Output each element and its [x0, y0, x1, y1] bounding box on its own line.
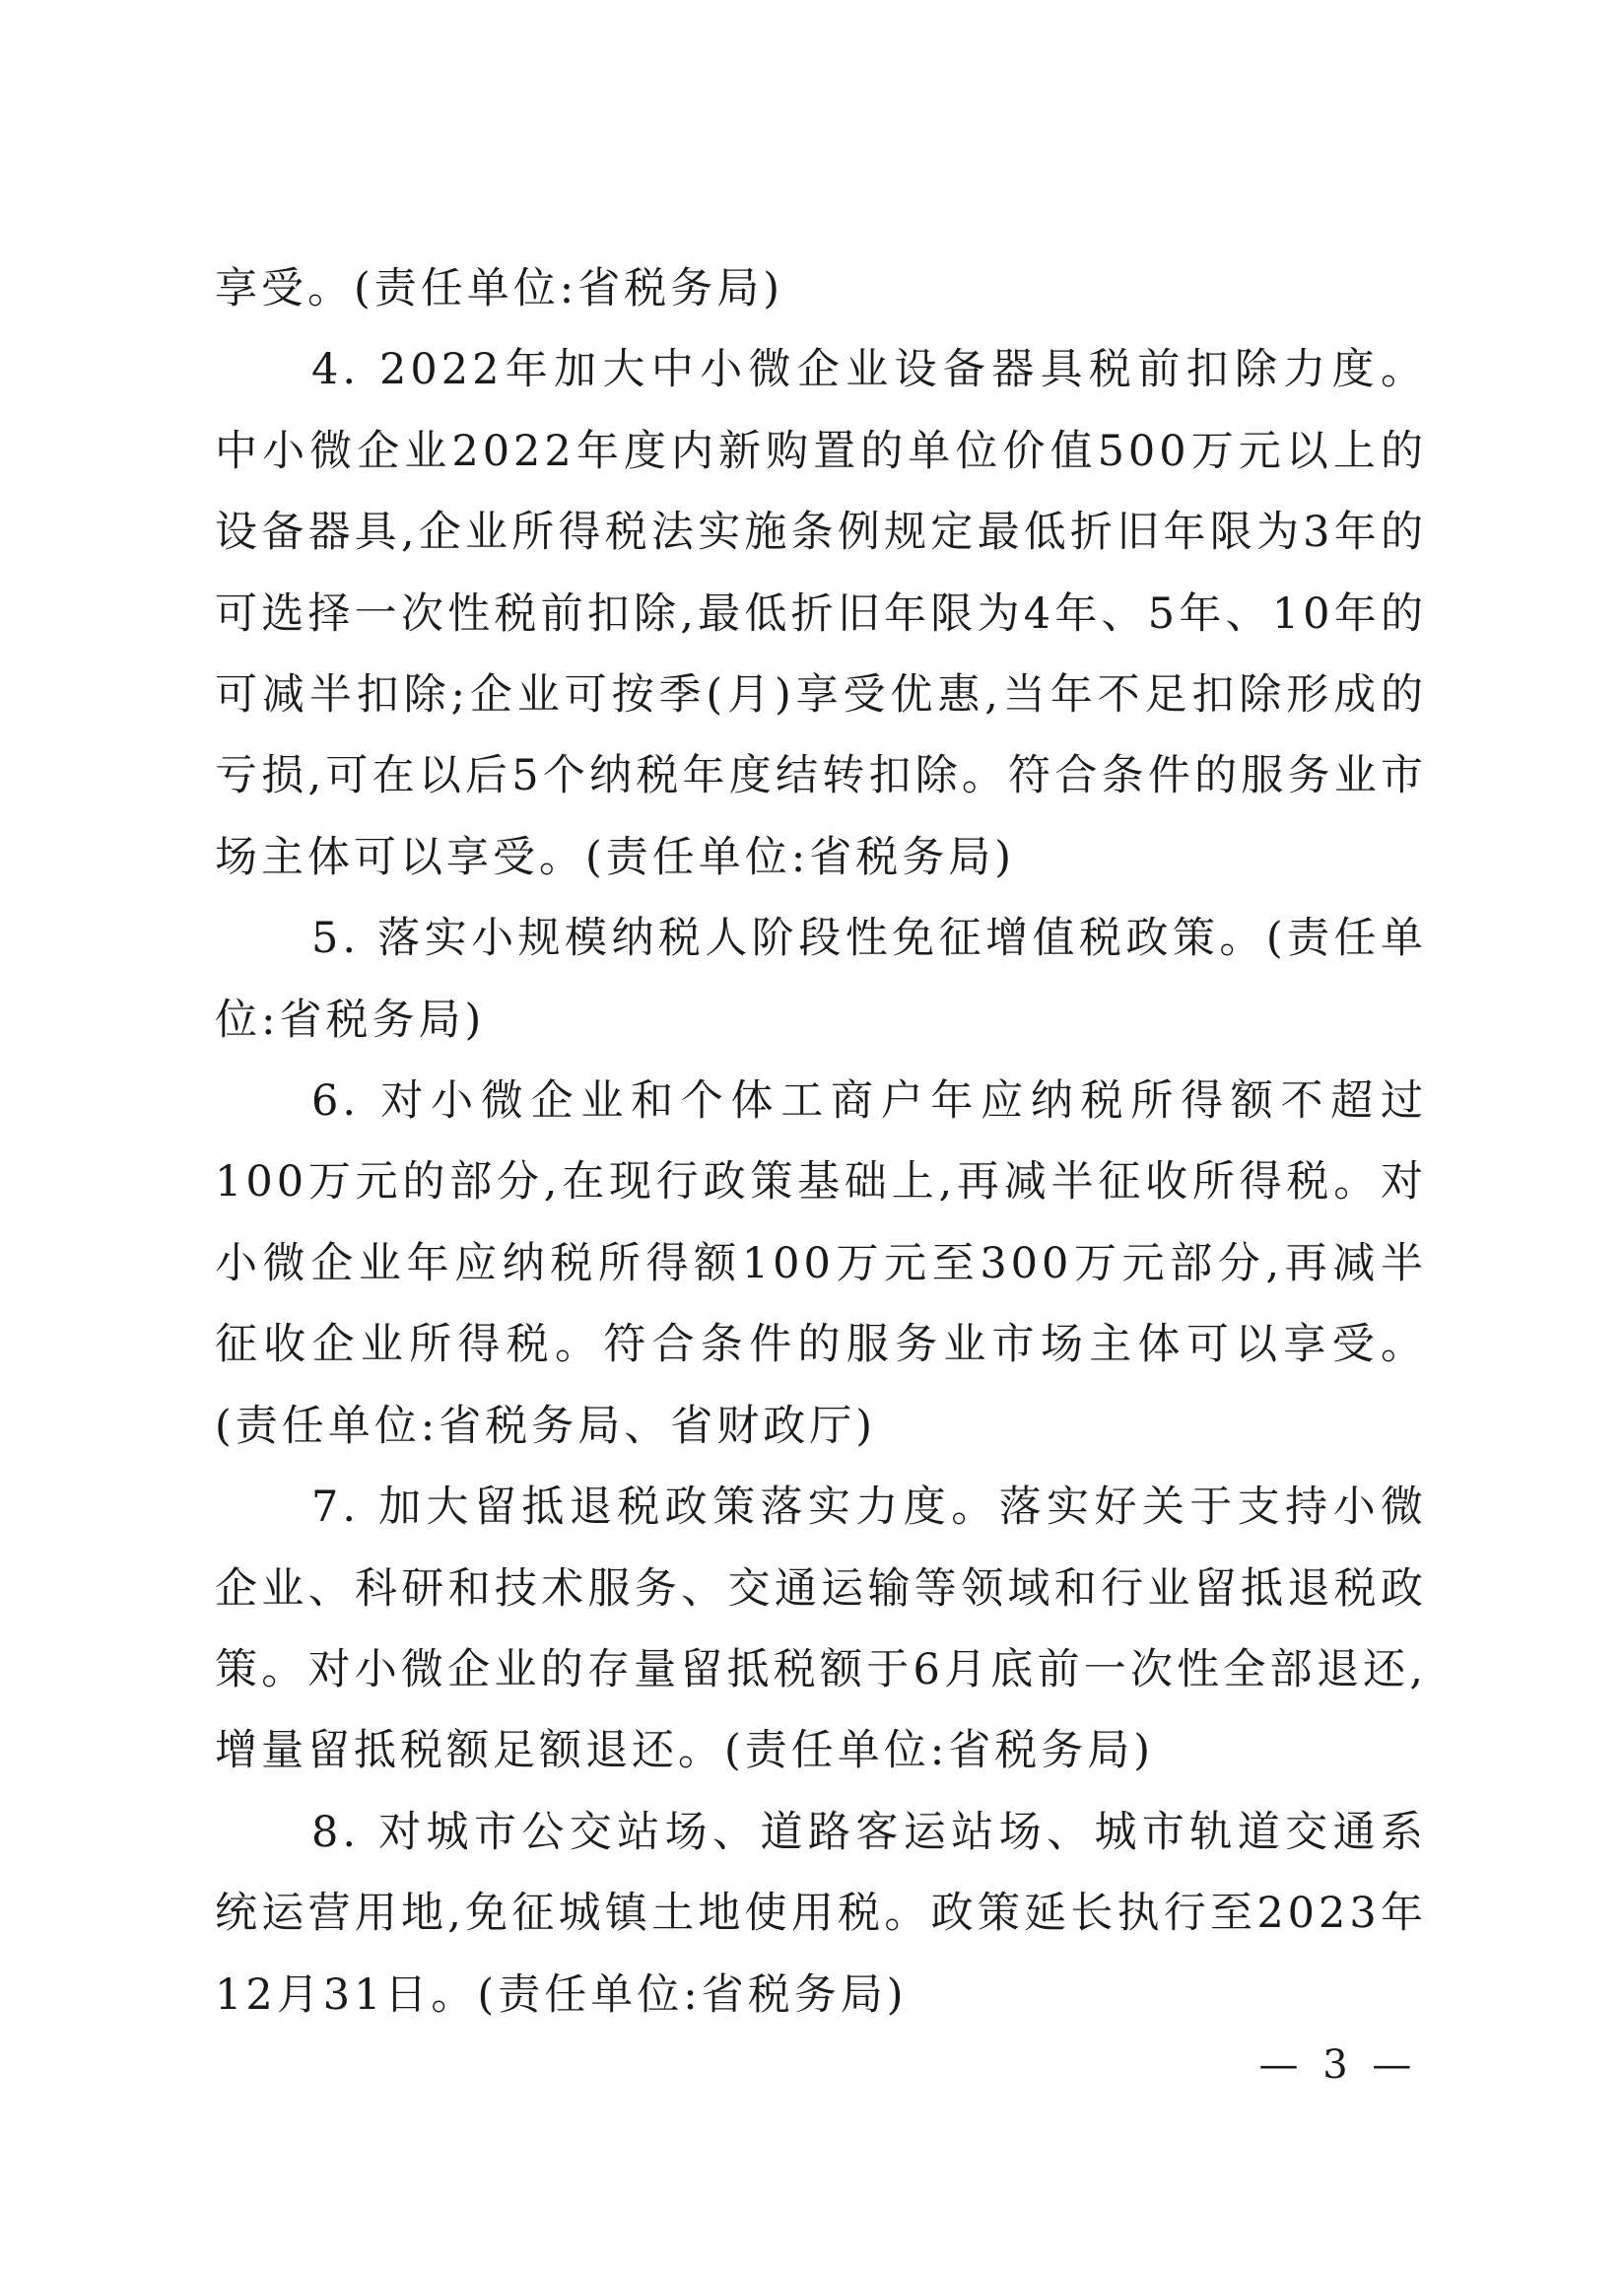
document-body	[215, 248, 1427, 2036]
paragraph-item-7: 7. 加大留抵退税政策落实力度。落实好关于支持小微企业、科研和技术服务、交通运输等领域和行业留抵退税政策。对小微企业的存量留抵税额于6月底前一次性全部退还,增量留抵税额足额退还。(责任单位:省税务局)	[215, 1483, 1427, 1776]
paragraph-item-6: 6. 对小微企业和个体工商户年应纳税所得额不超过100万元的部分,在现行政策基础上,再减半征收所得税。对小微企业年应纳税所得额100万元至300万元部分,再减半征收企业所得税。符合条件的服务业市场主体可以享受。(责任单位:省税务局、省财政厅)	[215, 1076, 1427, 1451]
paragraph-continuation: 享受。(责任单位:省税务局)	[215, 264, 784, 313]
paragraph-item-5: 5. 落实小规模纳税人阶段性免征增值税政策。(责任单位:省税务局)	[215, 914, 1427, 1045]
paragraph-item-8: 8. 对城市公交站场、道路客运站场、城市轨道交通系统运营用地,免征城镇土地使用税。政策延长执行至2023年12月31日。(责任单位:省税务局)	[215, 1807, 1427, 2020]
page-number: — 3 —	[1258, 2042, 1418, 2088]
paragraph-item-4: 4. 2022年加大中小微企业设备器具税前扣除力度。中小微企业2022年度内新购置的单位价值500万元以上的设备器具,企业所得税法实施条例规定最低折旧年限为3年的可选择一次性税前扣除,最低折旧年限为4年、5年、10年的可减半扣除;企业可按季(月)享受优惠,当年不足扣除形成的亏损,可在以后5个纳税年度结转扣除。符合条件的服务业市场主体可以享受。(责任单位:省税务局)	[215, 345, 1427, 882]
